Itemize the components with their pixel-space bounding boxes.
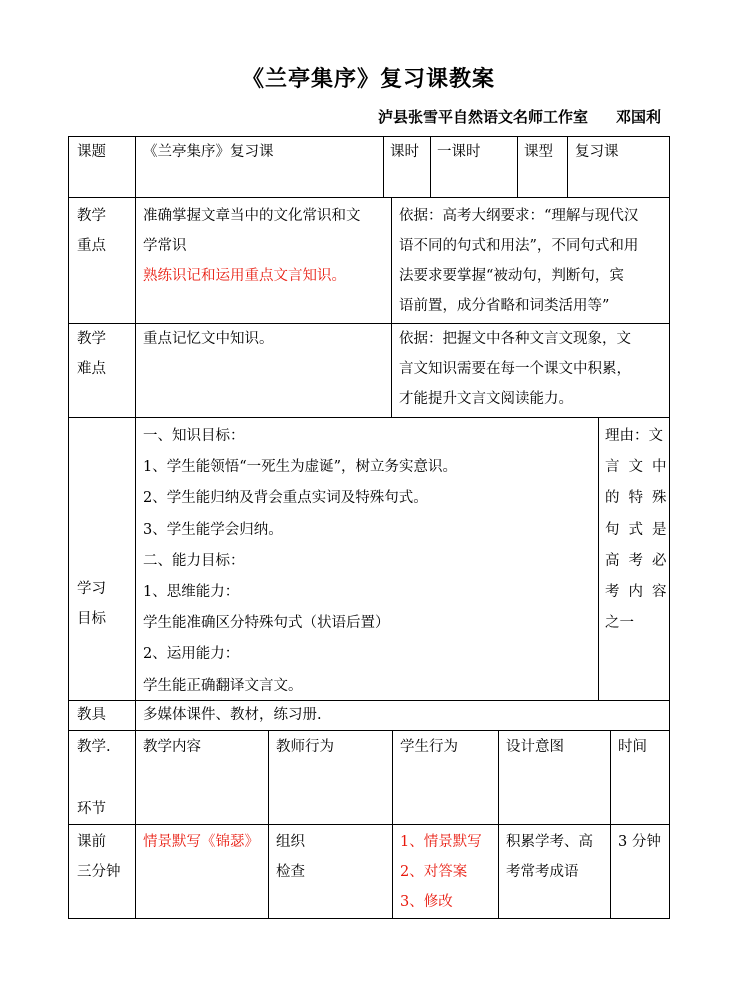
tools-content: 多媒体课件、教材，练习册. — [143, 707, 322, 723]
focus-key-point: 熟练识记和运用重点文言知识。 — [143, 268, 346, 284]
header-content: 教学内容 — [143, 739, 201, 755]
step-header-label: 教学. 环节 — [77, 739, 111, 817]
difficulty-basis: 依据：把握文中各种文言文现象，文 言文知识需要在每一个课文中积累， 才能提升文言文阅读能力。 — [399, 331, 631, 407]
difficulty-label: 教学 难点 — [77, 331, 106, 377]
author-line — [378, 106, 661, 127]
focus-basis: 依据：高考大纲要求：“理解与现代汉 语不同的句式和用法”，不同句式和用 法要求要掌握“被动句，判断句，宾 语前置，成分省略和词类活用等” — [399, 208, 639, 314]
hours-value: 一课时 — [437, 144, 481, 160]
difficulty-content: 重点记忆文中知识。 — [143, 331, 274, 347]
document-title: 《兰亭集序》复习课教案 — [241, 67, 495, 92]
goal-item: 二、能力目标： — [143, 552, 245, 569]
goal-item: 3、学生能学会归纳。 — [143, 521, 283, 538]
premin-content: 情景默写《锦瑟》 — [143, 834, 259, 850]
premin-label: 课前 三分钟 — [77, 834, 121, 880]
studio-name: 泸县张雪平自然语文名师工作室 — [377, 108, 588, 126]
header-design: 设计意图 — [506, 739, 564, 755]
author-name: 邓国利 — [615, 108, 661, 126]
premin-time: 3 分钟 — [618, 834, 661, 850]
goal-item: 2、学生能归纳及背会重点实词及特殊句式。 — [143, 490, 428, 507]
goals-reason: 理由：文 言文中 的特殊 句式是 高考必 考内容 之一 — [605, 428, 676, 632]
focus-content: 准确掌握文章当中的文化常识和文 学常识 熟练识记和运用重点文言知识。 — [143, 201, 361, 291]
goal-item: 1、学生能领悟“一死生为虚诞”，树立务实意识。 — [143, 459, 458, 476]
type-value: 复习课 — [575, 144, 619, 160]
header-time: 时间 — [618, 739, 647, 755]
goal-item: 学生能准确区分特殊句式（状语后置） — [143, 615, 390, 632]
tools-label: 教具 — [77, 707, 106, 723]
header-teacher: 教师行为 — [276, 739, 334, 755]
premin-teacher: 组织 检查 — [276, 834, 305, 880]
premin-student: 1、情景默写 2、对答案 3、修改 — [400, 834, 482, 910]
course-label: 课题 — [77, 144, 106, 160]
goals-label: 学习 目标 — [77, 581, 106, 627]
hours-label: 课时 — [390, 144, 419, 160]
goal-item: 1、思维能力： — [143, 584, 240, 601]
goal-item: 学生能正确翻译文言文。 — [143, 677, 303, 694]
goals-list — [143, 421, 457, 702]
focus-label: 教学 重点 — [77, 208, 106, 254]
premin-design: 积累学考、高 考常考成语 — [506, 834, 593, 880]
course-name: 《兰亭集序》复习课 — [143, 144, 274, 160]
type-label: 课型 — [524, 144, 553, 160]
goal-item: 一、知识目标： — [143, 428, 245, 444]
goal-item: 2、运用能力： — [143, 646, 240, 663]
header-student: 学生行为 — [400, 739, 458, 755]
